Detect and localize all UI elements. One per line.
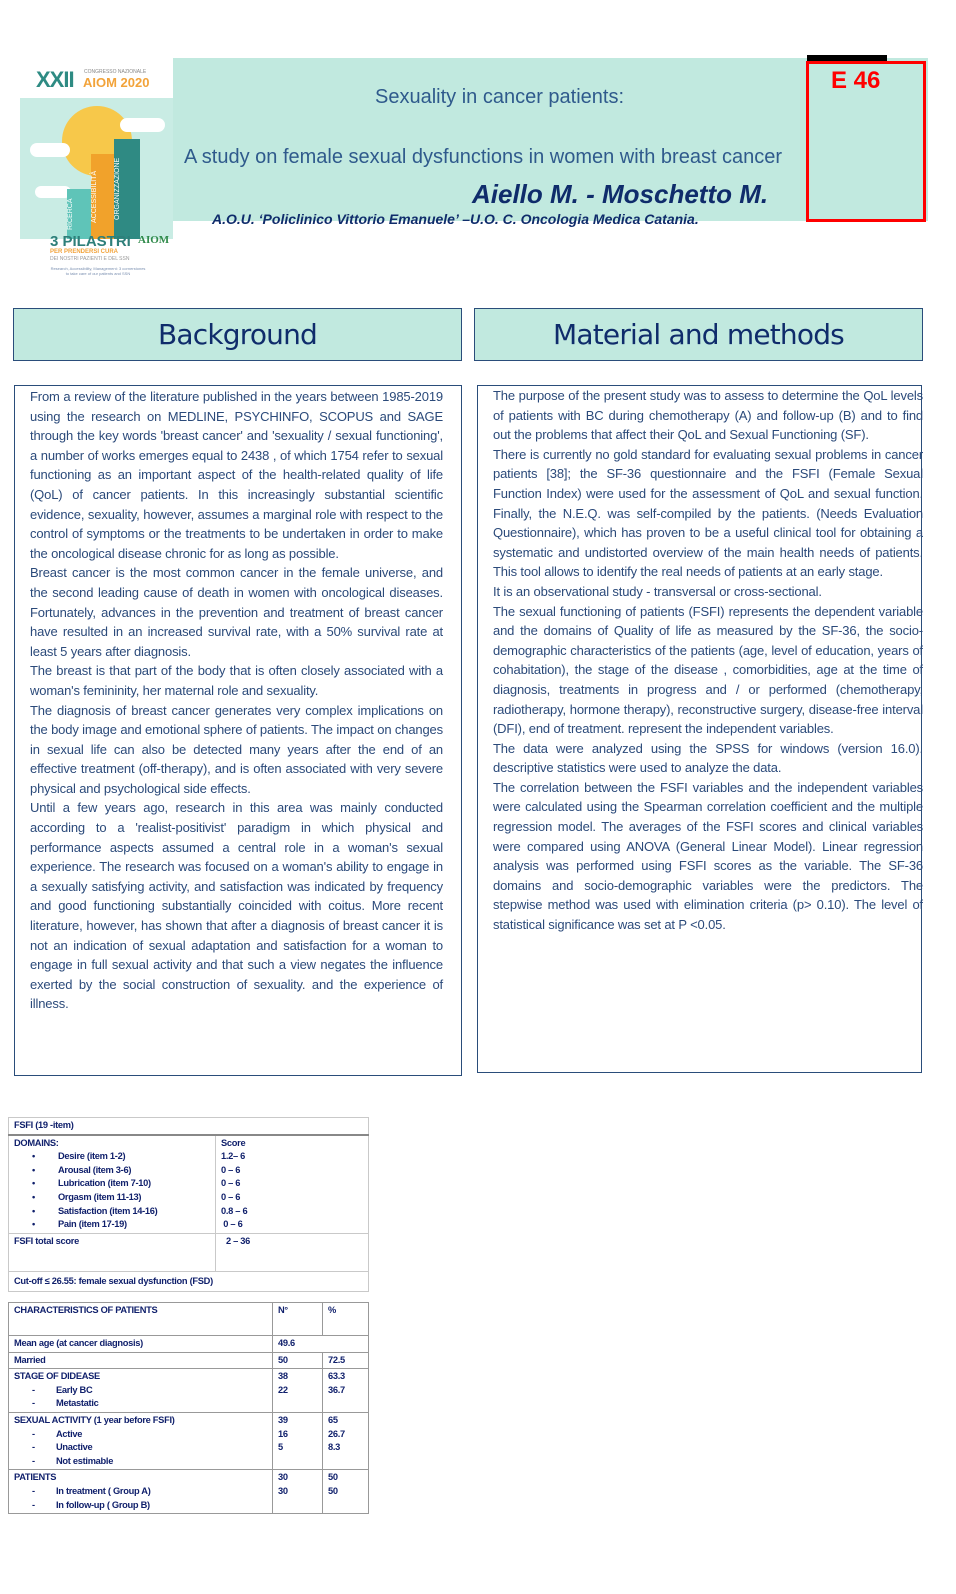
dash-icon: - bbox=[32, 1455, 35, 1466]
aiom-mark: AIOM bbox=[138, 234, 170, 246]
activity-item bbox=[14, 1441, 267, 1455]
score-label: Score bbox=[221, 1137, 246, 1148]
methods-paragraph: The sexual functioning of patients (FSFI) represents the dependent variable and the domains of Quality of life as measured by the SF-36, the socio-demographic characteristics of the patients (age, level of education, years of cohabitation), the stage of the disease , comorbidities, age at the time of diagnosis, treatments in progress and / or performed (chemotherapy, radiotherapy, hormone therapy), reconstructive surgery, disease-free interval (DFI), end of treatment. represent the independent variables. bbox=[493, 603, 923, 737]
fsfi-domains-cell bbox=[9, 1135, 216, 1234]
fsfi-cutoff: Cut-off ≤ 26.55: female sexual dysfunction (FSD) bbox=[9, 1271, 369, 1292]
fsfi-total-label: FSFI total score bbox=[9, 1233, 216, 1271]
fsfi-table bbox=[8, 1117, 369, 1292]
domain-row bbox=[14, 1191, 210, 1205]
background-text bbox=[30, 387, 443, 1014]
domain-name: Pain (item 17-19) bbox=[58, 1219, 127, 1230]
stage-item bbox=[14, 1384, 267, 1398]
congress-logo bbox=[20, 58, 173, 290]
activity-pct-value: 65 bbox=[328, 1414, 338, 1425]
activity-item bbox=[14, 1428, 267, 1442]
logo-name: AIOM 2020 bbox=[83, 75, 150, 90]
stage-label: STAGE OF DIDEASE bbox=[14, 1371, 100, 1382]
cloud-icon bbox=[30, 143, 70, 157]
domain-score: 0 – 6 bbox=[221, 1191, 241, 1202]
header-n: N° bbox=[273, 1303, 323, 1336]
activity-pct bbox=[323, 1412, 369, 1469]
activity-item-label: Unactive bbox=[56, 1442, 93, 1453]
domain-score: 0 – 6 bbox=[221, 1178, 241, 1189]
dash-icon: - bbox=[32, 1485, 35, 1496]
fsfi-total-value: 2 – 36 bbox=[216, 1233, 369, 1271]
patients-item bbox=[14, 1485, 267, 1499]
activity-cell bbox=[9, 1412, 273, 1469]
logo-small-text: DEI NOSTRI PAZIENTI E DEL SSN bbox=[50, 256, 130, 262]
married-pct: 72.5 bbox=[323, 1352, 369, 1369]
background-box bbox=[14, 385, 462, 1076]
methods-paragraph: There is currently no gold standard for evaluating sexual problems in cancer patients [38]; the SF-36 questionnaire and the FSFI (Female Sexual Function Index) were used for the assessment of QoL and sexual function. Finally, the N.E.Q. was self-compiled by the patients. (Needs Evaluation Questionnaire), which has proven to be a useful clinical tool for obtaining a systematic and undistorted overview of the main health needs of patients. This tool allows to identify the real needs of patients at an early stage. bbox=[493, 446, 923, 580]
married-n: 50 bbox=[273, 1352, 323, 1369]
stage-pct-value: 63.3 bbox=[328, 1371, 345, 1382]
dash-icon: - bbox=[32, 1398, 35, 1409]
bullet-icon: • bbox=[32, 1205, 35, 1216]
mean-age-label: Mean age (at cancer diagnosis) bbox=[9, 1336, 273, 1353]
background-paragraph: From a review of the literature published in the years between 1985-2019 using the research on MEDLINE, PSYCHINFO, SCOPUS and SAGE through the key words 'breast cancer' and 'sexuality / sexual functioning', a number of works emerges equal to 2438 , of which 1754 refer to sexual functioning as an important aspect of the health-related quality of life (QoL) of cancer patients. In this increasingly substantial scientific evidence, sexuality, however, assumes a marginal role with respect to the control of symptoms or the treatments to be undertaken in order to make the oncological disease chronic for as long as possible. bbox=[30, 389, 443, 561]
activity-label: SEXUAL ACTIVITY (1 year before FSFI) bbox=[14, 1414, 175, 1425]
stage-cell bbox=[9, 1369, 273, 1413]
logo-illustration bbox=[20, 98, 173, 253]
domain-name: Satisfaction (item 14-16) bbox=[58, 1205, 158, 1216]
dash-icon: - bbox=[32, 1499, 35, 1510]
patients-n-value: 30 bbox=[278, 1485, 288, 1496]
methods-box bbox=[477, 385, 922, 1073]
patients-pct-value: 50 bbox=[328, 1472, 338, 1483]
domain-name: Orgasm (item 11-13) bbox=[58, 1191, 142, 1202]
background-heading: Background bbox=[13, 308, 462, 361]
authors: Aiello M. - Moschetto M. bbox=[472, 179, 769, 209]
patients-pct-value: 50 bbox=[328, 1485, 338, 1496]
poster-code-box bbox=[806, 61, 926, 222]
activity-item-label: Not estimable bbox=[56, 1455, 114, 1466]
patients-item-label: In follow-up ( Group B) bbox=[56, 1499, 150, 1510]
background-paragraph: The diagnosis of breast cancer generates very complex implications on the body image and emotional sphere of patients. The impact on changes in sexual life can also be detected many years after the end of an effective treatment (off-therapy), and is often associated with very severe physical and psychological side effects. bbox=[30, 702, 443, 796]
pillar-organizzazione: ORGANIZZAZIONE bbox=[114, 139, 140, 239]
activity-pct-value: 26.7 bbox=[328, 1428, 345, 1439]
logo-subtagline: PER PRENDERSI CURA bbox=[50, 249, 119, 255]
domain-row bbox=[14, 1150, 210, 1164]
title-line-1: Sexuality in cancer patients: bbox=[375, 86, 625, 108]
pillar-ricerca: RICERCA bbox=[67, 189, 91, 239]
domain-score: 0.8 – 6 bbox=[221, 1205, 248, 1216]
methods-paragraph: The correlation between the FSFI variables and the independent variables were calculated using the Spearman correlation coefficient and the multiple regression model. The averages of the FSFI scores and clinical variables were compared using ANOVA (General Linear Model). Linear regression analysis was performed using FSFI scores as the variable. The SF-36 domains and socio-demographic variables were the predictors. The stepwise method was used with elimination criteria (p> 0.10). The level of statistical significance was set at P <0.05. bbox=[493, 779, 923, 933]
fsfi-scores-cell bbox=[216, 1135, 369, 1234]
stage-pct bbox=[323, 1369, 369, 1413]
methods-paragraph: The purpose of the present study was to assess to determine the QoL levels of patients with BC during chemotherapy (A) and follow-up (B) and to find out the problems that affect their QoL and Sexual Functioning (SF). bbox=[493, 388, 923, 443]
affiliation: A.O.U. ‘Policlinico Vittorio Emanuele’ –U.O. C. Oncologia Medica Catania. bbox=[212, 211, 699, 227]
activity-n-value: 39 bbox=[278, 1414, 288, 1425]
domains-label: DOMAINS: bbox=[14, 1137, 59, 1148]
domain-row bbox=[14, 1177, 210, 1191]
activity-n bbox=[273, 1412, 323, 1469]
domain-score: 0 – 6 bbox=[221, 1164, 241, 1175]
domain-row bbox=[14, 1218, 210, 1232]
patients-label: PATIENTS bbox=[14, 1472, 57, 1483]
stage-item-label: Early BC bbox=[56, 1384, 93, 1395]
stage-n bbox=[273, 1369, 323, 1413]
background-paragraph: Breast cancer is the most common cancer in the female universe, and the second leading cause of death in women with oncological diseases. Fortunately, advances in the prevention and treatment of breast cancer have resulted in an increased survival rate, with a 50% survival rate at least 5 years after diagnosis. bbox=[30, 565, 443, 659]
domain-name: Desire (item 1-2) bbox=[58, 1151, 126, 1162]
stage-item bbox=[14, 1397, 267, 1411]
title-line-2: A study on female sexual dysfunctions in women with breast cancer bbox=[184, 146, 783, 168]
dash-icon: - bbox=[32, 1384, 35, 1395]
logo-congress: CONGRESSO NAZIONALE bbox=[84, 69, 147, 75]
stage-pct-value: 36.7 bbox=[328, 1384, 345, 1395]
header-pct: % bbox=[323, 1303, 369, 1336]
logo-edition: XXII bbox=[36, 67, 74, 92]
bullet-icon: • bbox=[32, 1151, 35, 1162]
patients-n bbox=[273, 1470, 323, 1514]
activity-n-value: 16 bbox=[278, 1428, 288, 1439]
patients-n-value: 30 bbox=[278, 1472, 288, 1483]
background-paragraph: Until a few years ago, research in this area was mainly conducted according to a 'realist-positivist' paradigm in which physical and performance aspects assumed a central role in a woman's sexual experience. The research was focused on a woman's ability to engage in a sexually satisfying activity, and satisfaction was indicated by frequency and good functioning substantially coincided with coitus. More recent literature, however, has shown that after a diagnosis of breast cancer it is not an indication of sexual adaptation and satisfaction for a woman to engage in full sexual activity and that such a view negates the influence exerted by the social construction of sexuality. and the experience of illness. bbox=[30, 800, 443, 1012]
bullet-icon: • bbox=[32, 1191, 35, 1202]
dash-icon: - bbox=[32, 1428, 35, 1439]
methods-heading: Material and methods bbox=[474, 308, 923, 361]
cloud-icon bbox=[120, 118, 165, 132]
logo-tagline: 3 PILASTRI bbox=[50, 233, 131, 250]
methods-paragraph: The data were analyzed using the SPSS for windows (version 16.0). descriptive statistics were used to analyze the data. bbox=[493, 740, 923, 776]
stage-item-label: Metastatic bbox=[56, 1398, 99, 1409]
domain-name: Lubrication (item 7-10) bbox=[58, 1178, 151, 1189]
header-characteristics: CHARACTERISTICS OF PATIENTS bbox=[9, 1303, 273, 1336]
patients-pct bbox=[323, 1470, 369, 1514]
logo-footer: Research, Accessibility, Management: 3 cornerstones to take care of our patients and SSN bbox=[50, 266, 146, 276]
bullet-icon: • bbox=[32, 1219, 35, 1230]
domain-row bbox=[14, 1205, 210, 1219]
patients-cell bbox=[9, 1470, 273, 1514]
fsfi-title: FSFI (19 -item) bbox=[9, 1118, 369, 1135]
pillar-accessibilita: ACCESSIBILITÀ bbox=[91, 154, 114, 239]
bullet-icon: • bbox=[32, 1164, 35, 1175]
cloud-icon bbox=[35, 186, 71, 198]
domain-score: 0 – 6 bbox=[221, 1219, 243, 1230]
patients-item bbox=[14, 1499, 267, 1513]
domain-name: Arousal (item 3-6) bbox=[58, 1164, 132, 1175]
activity-pct-value: 8.3 bbox=[328, 1442, 341, 1453]
domain-score: 1.2– 6 bbox=[221, 1151, 246, 1162]
domain-row bbox=[14, 1164, 210, 1178]
stage-n-value: 22 bbox=[278, 1384, 288, 1395]
background-paragraph: The breast is that part of the body that is often closely associated with a woman's femininity, her maternal role and sexuality. bbox=[30, 663, 443, 698]
activity-item-label: Active bbox=[56, 1428, 83, 1439]
activity-item bbox=[14, 1455, 267, 1469]
stage-n-value: 38 bbox=[278, 1371, 288, 1382]
dash-icon: - bbox=[32, 1442, 35, 1453]
poster-code: E 46 bbox=[831, 67, 881, 94]
mean-age-value: 49.6 bbox=[273, 1336, 369, 1353]
married-label: Married bbox=[9, 1352, 273, 1369]
methods-text bbox=[493, 386, 923, 935]
activity-n-value: 5 bbox=[278, 1442, 283, 1453]
patients-item-label: In treatment ( Group A) bbox=[56, 1485, 151, 1496]
patients-table bbox=[8, 1302, 369, 1514]
bullet-icon: • bbox=[32, 1178, 35, 1189]
methods-paragraph: It is an observational study - transversal or cross-sectional. bbox=[493, 583, 822, 599]
